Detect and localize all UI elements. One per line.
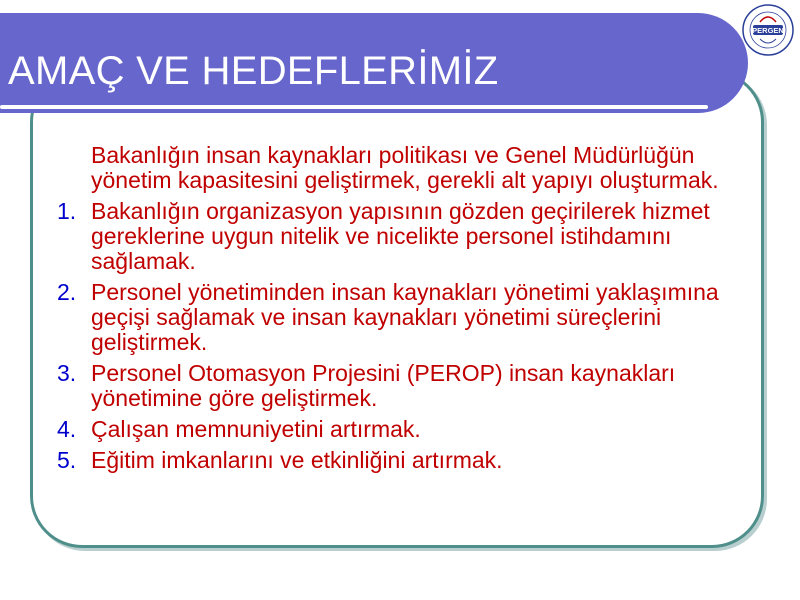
list-item-text: Personel Otomasyon Projesini (PEROP) insan kaynakları yönetimine göre geliştirmek. <box>91 360 676 411</box>
list-item-number: 2. <box>57 279 77 305</box>
list-item-number: 5. <box>57 447 77 473</box>
list-item <box>57 143 747 193</box>
list-item-text: Eğitim imkanlarını ve etkinliğini artırmak. <box>91 447 503 473</box>
slide-title: AMAÇ VE HEDEFLERİMİZ <box>8 49 499 93</box>
title-band <box>0 13 748 113</box>
list-item-number: 1. <box>57 198 77 224</box>
list-item-number <box>57 143 91 193</box>
goals-list <box>57 143 747 479</box>
pergen-logo-icon <box>740 2 796 62</box>
list-item <box>57 361 747 411</box>
list-item-text: Personel yönetiminden insan kaynakları yönetimi yaklaşımına geçişi sağlamak ve insan kaynakları yönetimi süreçlerini geliştirmek. <box>91 279 719 355</box>
list-item-number: 4. <box>57 416 77 442</box>
list-item <box>57 417 747 442</box>
list-item <box>57 280 747 355</box>
list-item-text: Çalışan memnuniyetini artırmak. <box>91 416 421 442</box>
list-item-number: 3. <box>57 360 77 386</box>
list-item <box>57 448 747 473</box>
logo-center-text: PERGEN <box>752 26 784 35</box>
list-item-text: Bakanlığın insan kaynakları politikası ve Genel Müdürlüğün yönetim kapasitesini geliştirmek, gerekli alt yapıyı oluşturmak. <box>91 142 719 193</box>
list-item-text: Bakanlığın organizasyon yapısının gözden geçirilerek hizmet gereklerine uygun nitelik ve nicelikte personel istihdamını sağlamak. <box>91 198 710 274</box>
list-item <box>57 199 747 274</box>
